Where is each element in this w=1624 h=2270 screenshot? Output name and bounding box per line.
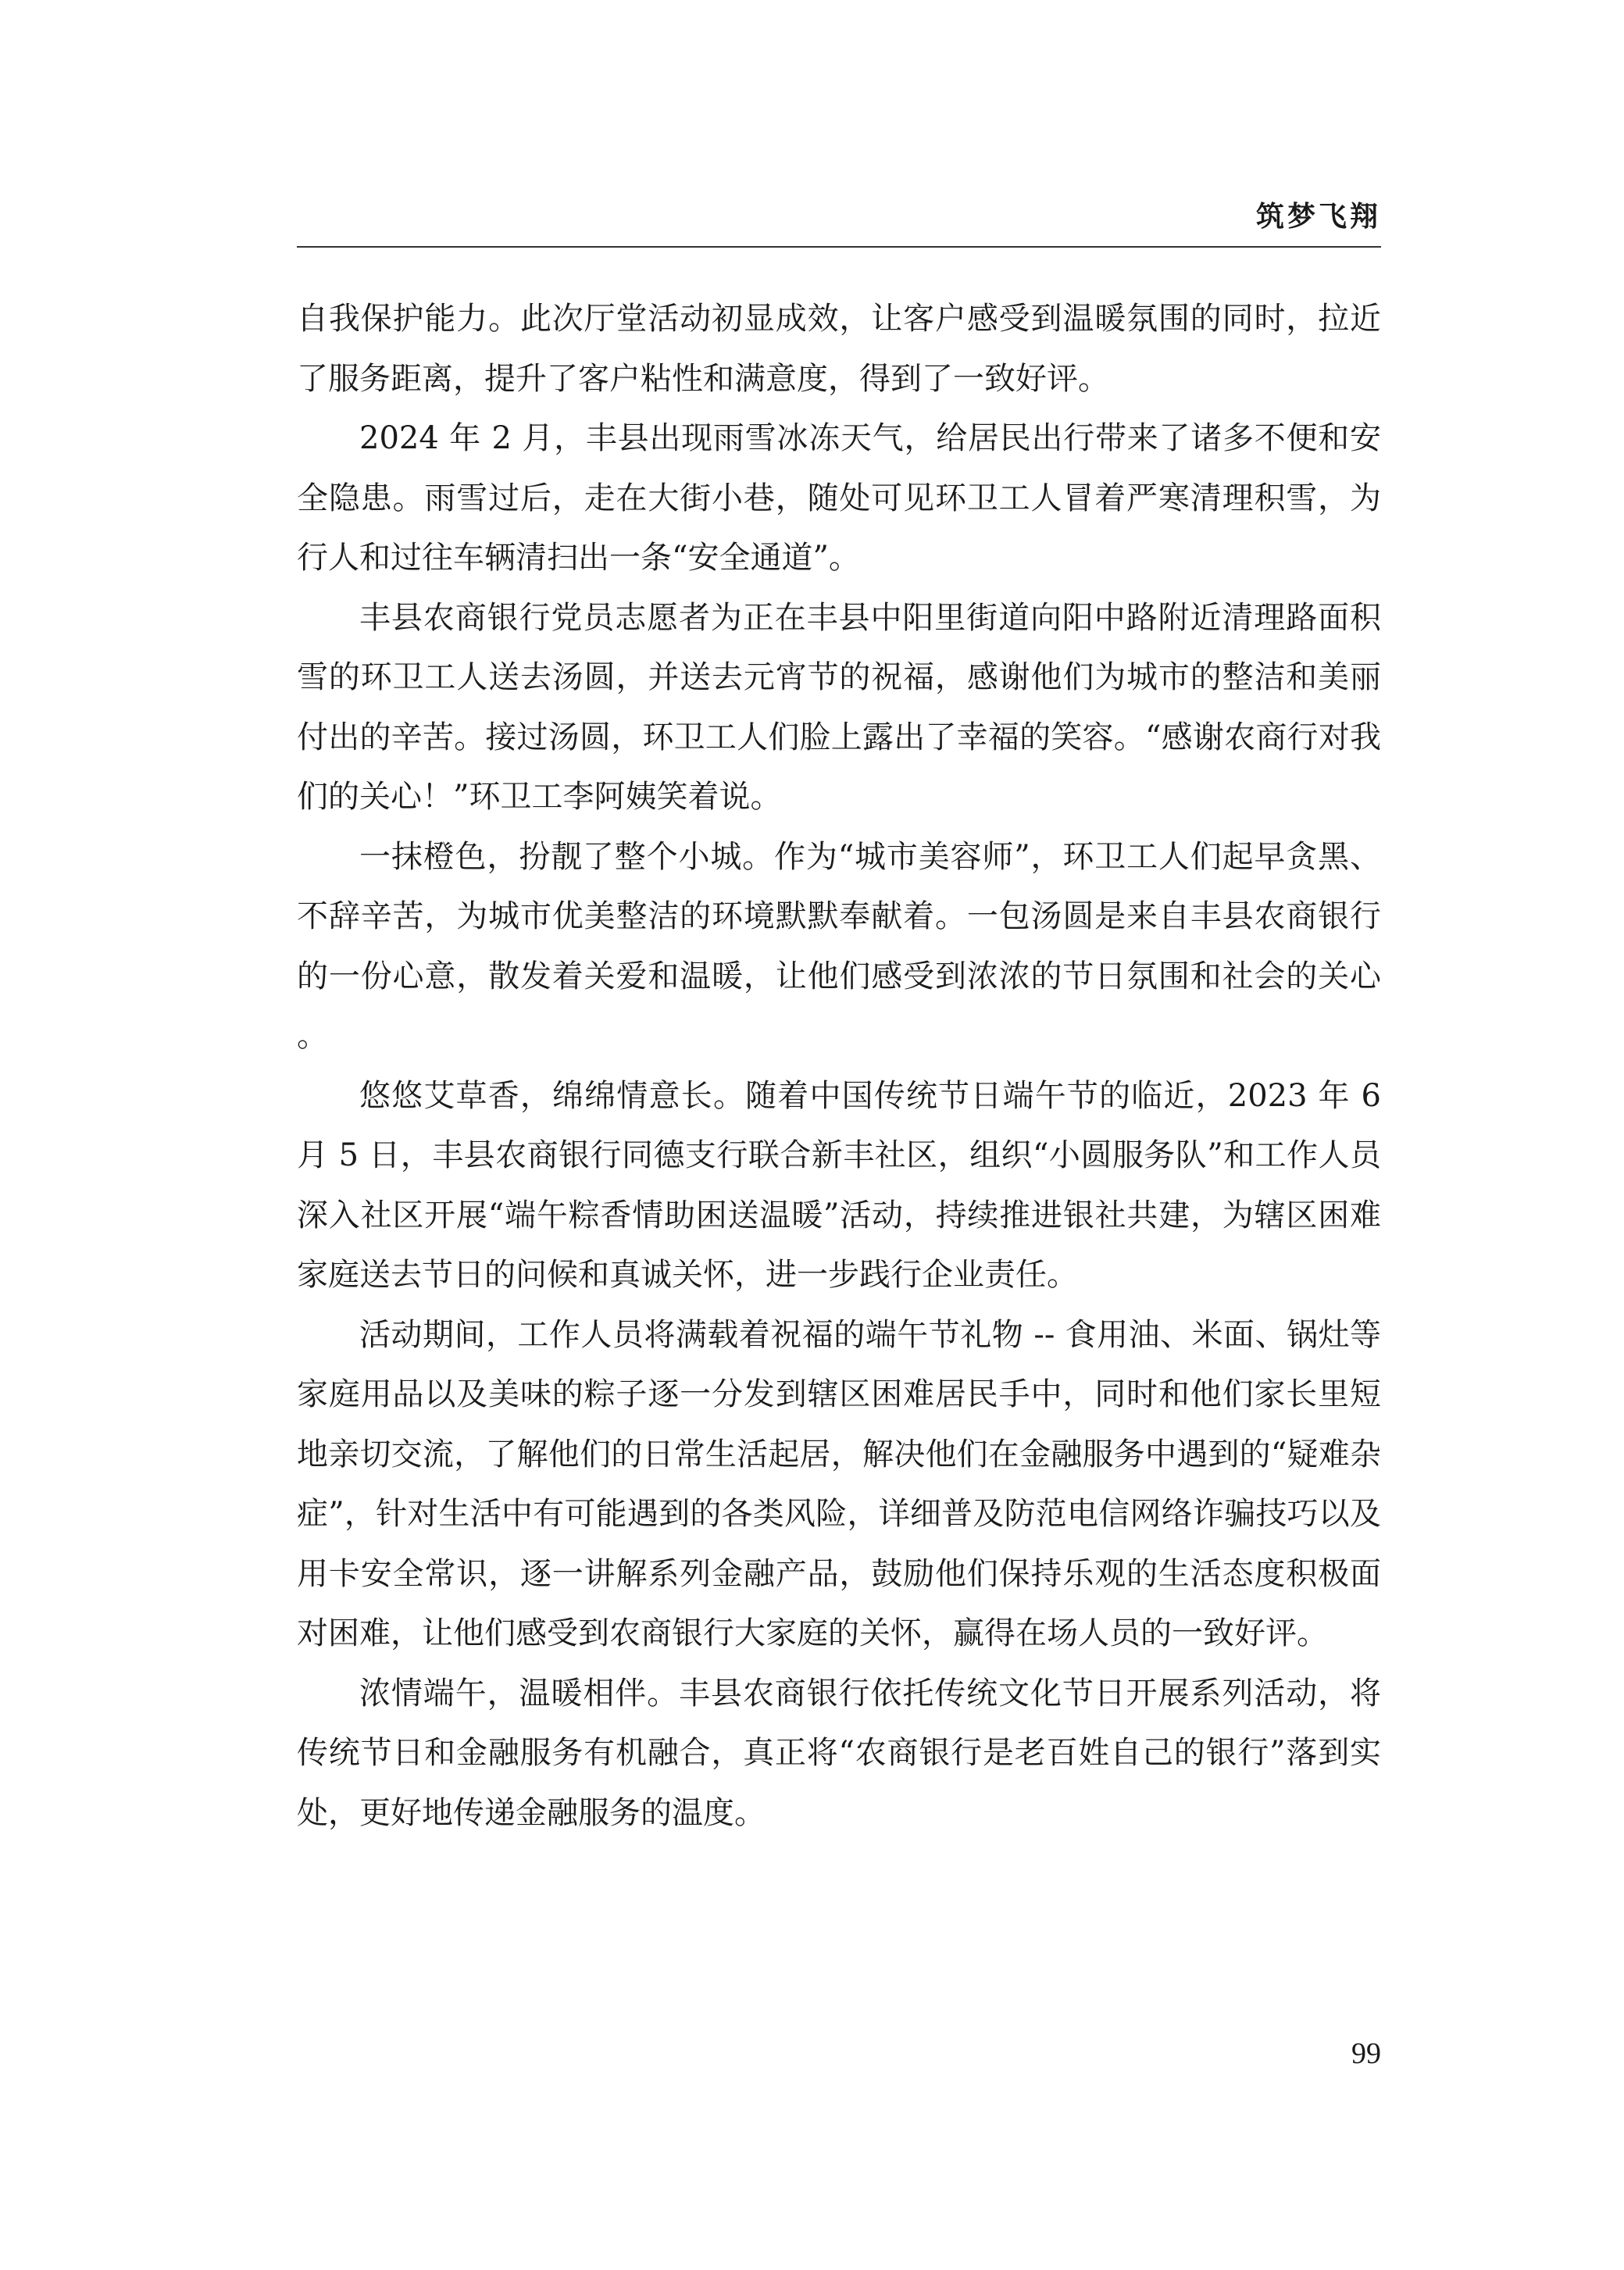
header-title: 筑梦飞翔 [1255,201,1381,233]
page-number: 99 [1351,2037,1381,2070]
paragraph-6: 活动期间，工作人员将满载着祝福的端午节礼物 -- 食用油、米面、锅灶等家庭用品以及美味的粽子逐一分发到辖区困难居民手中，同时和他们家长里短地亲切交流，了解他们的日常生活起居，解决他们在金融服务中遇到的“疑难杂症”，针对生活中有可能遇到的各类风险，详细普及防范电信网络诈骗技巧以及用卡安全常识，逐一讲解系列金融产品，鼓励他们保持乐观的生活态度积极面对困难，让他们感受到农商银行大家庭的关怀，赢得在场人员的一致好评。 [297,1316,1381,1651]
paragraph-3: 丰县农商银行党员志愿者为正在丰县中阳里街道向阳中路附近清理路面积雪的环卫工人送去汤圆，并送去元宵节的祝福，感谢他们为城市的整洁和美丽付出的辛苦。接过汤圆，环卫工人们脸上露出了幸福的笑容。“感谢农商行对我们的关心！”环卫工李阿姨笑着说。 [297,599,1381,815]
paragraph-4: 一抹橙色，扮靓了整个小城。作为“城市美容师”，环卫工人们起早贪黑、不辞辛苦，为城市优美整洁的环境默默奉献着。一包汤圆是来自丰县农商银行的一份心意，散发着关爱和温暖，让他们感受到浓浓的节日氛围和社会的关心。 [297,838,1381,1054]
paragraph-7: 浓情端午，温暖相伴。丰县农商银行依托传统文化节日开展系列活动，将传统节日和金融服务有机融合，真正将“农商银行是老百姓自己的银行”落到实处，更好地传递金融服务的温度。 [297,1675,1381,1831]
running-header [297,199,1381,248]
paragraph-2: 2024 年 2 月，丰县出现雨雪冰冻天气，给居民出行带来了诸多不便和安全隐患。雨雪过后，走在大街小巷，随处可见环卫工人冒着严寒清理积雪，为行人和过往车辆清扫出一条“安全通道”。 [297,420,1381,576]
paragraph-continuation: 自我保护能力。此次厅堂活动初显成效，让客户感受到温暖氛围的同时，拉近了服务距离，提升了客户粘性和满意度，得到了一致好评。 [297,301,1381,397]
paragraph-5: 悠悠艾草香，绵绵情意长。随着中国传统节日端午节的临近，2023 年 6 月 5 日，丰县农商银行同德支行联合新丰社区，组织“小圆服务队”和工作人员深入社区开展“端午粽香情助困送温暖”活动，持续推进银社共建，为辖区困难家庭送去节日的问候和真诚关怀，进一步践行企业责任。 [297,1077,1381,1293]
body-text [297,289,1381,1843]
